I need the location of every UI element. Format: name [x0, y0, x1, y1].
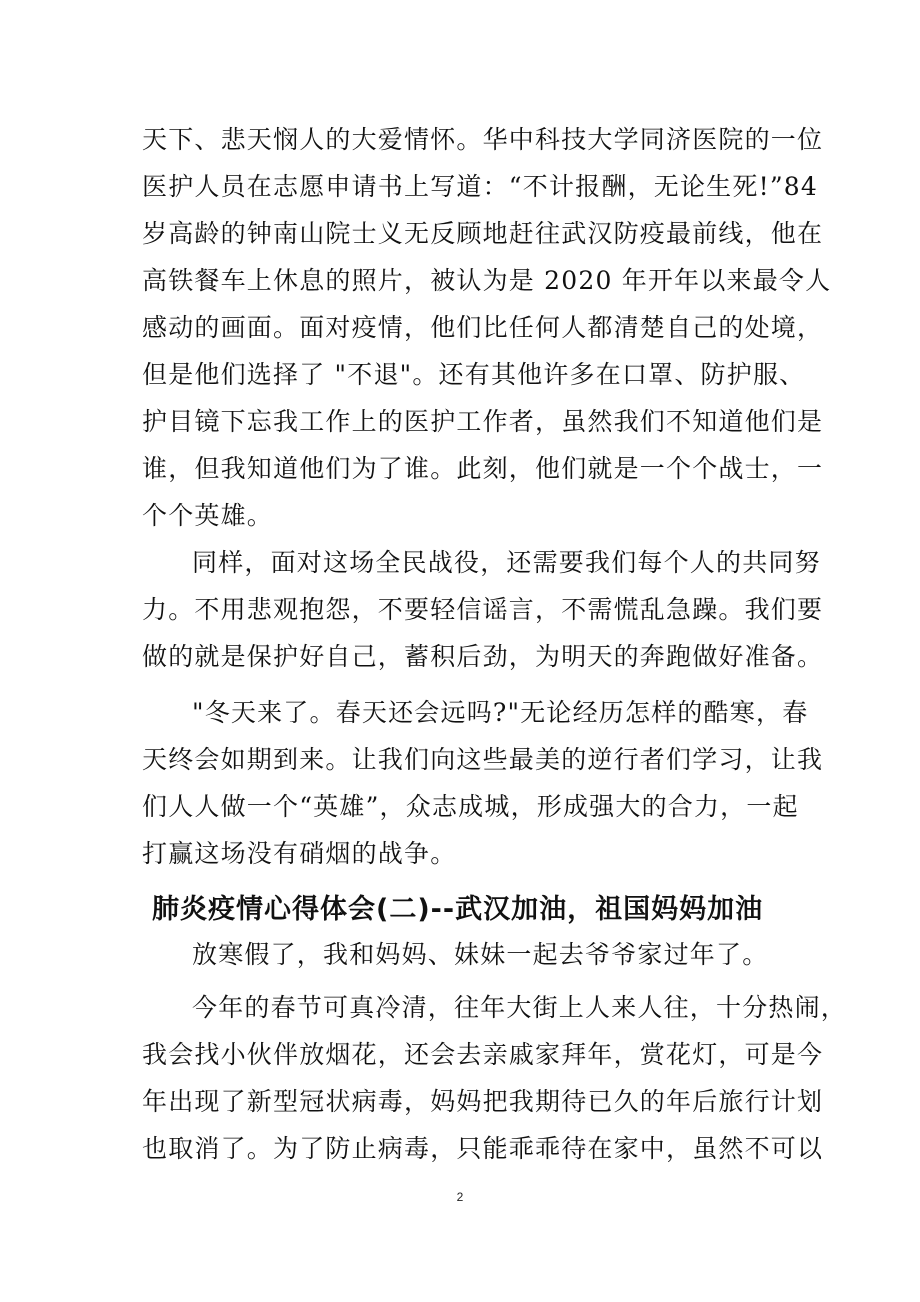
text-line: 感动的画面。面对疫情，他们比任何人都清楚自己的处境， — [142, 313, 824, 342]
page-number: 2 — [456, 1190, 464, 1204]
text-line: 医护人员在志愿申请书上写道：“不计报酬，无论生死!”84 — [142, 172, 819, 201]
text-line: 今年的春节可真冷清，往年大街上人来人往，十分热闹， — [192, 993, 848, 1022]
text-line: 护目镜下忘我工作上的医护工作者，虽然我们不知道他们是 — [142, 407, 824, 436]
text-line: 也取消了。为了防止病毒，只能乖乖待在家中，虽然不可以 — [142, 1134, 824, 1163]
text-line: 打赢这场没有硝烟的战争。 — [142, 839, 457, 868]
text-line: 天终会如期到来。让我们向这些最美的逆行者们学习，让我 — [142, 745, 824, 774]
text-line: 天下、悲天悯人的大爱情怀。华中科技大学同济医院的一位 — [142, 125, 824, 154]
text-line: 同样，面对这场全民战役，还需要我们每个人的共同努 — [192, 548, 821, 577]
text-line: 们人人做一个“英雄”，众志成城，形成强大的合力，一起 — [142, 792, 799, 821]
section-heading: 肺炎疫情心得体会(二)--武汉加油，祖国妈妈加油 — [152, 894, 764, 925]
text-line: 放寒假了，我和妈妈、妹妹一起去爷爷家过年了。 — [192, 940, 769, 969]
text-line: 谁，但我知道他们为了谁。此刻，他们就是一个个战士，一 — [142, 454, 824, 483]
text-line: "冬天来了。春天还会远吗?"无论经历怎样的酷寒，春 — [192, 698, 809, 727]
text-line: 力。不用悲观抱怨，不要轻信谣言，不需慌乱急躁。我们要 — [142, 595, 824, 624]
text-line: 个个英雄。 — [142, 501, 274, 530]
text-line: 我会找小伙伴放烟花，还会去亲戚家拜年，赏花灯，可是今 — [142, 1040, 824, 1069]
text-line: 高铁餐车上休息的照片，被认为是 2020 年开年以来最令人 — [142, 266, 832, 295]
text-line: 做的就是保护好自己，蓄积后劲，为明天的奔跑做好准备。 — [142, 642, 824, 671]
text-line: 但是他们选择了 "不退"。还有其他许多在口罩、防护服、 — [142, 360, 806, 389]
text-line: 年出现了新型冠状病毒，妈妈把我期待已久的年后旅行计划 — [142, 1087, 824, 1116]
text-line: 岁高龄的钟南山院士义无反顾地赶往武汉防疫最前线，他在 — [142, 219, 824, 248]
